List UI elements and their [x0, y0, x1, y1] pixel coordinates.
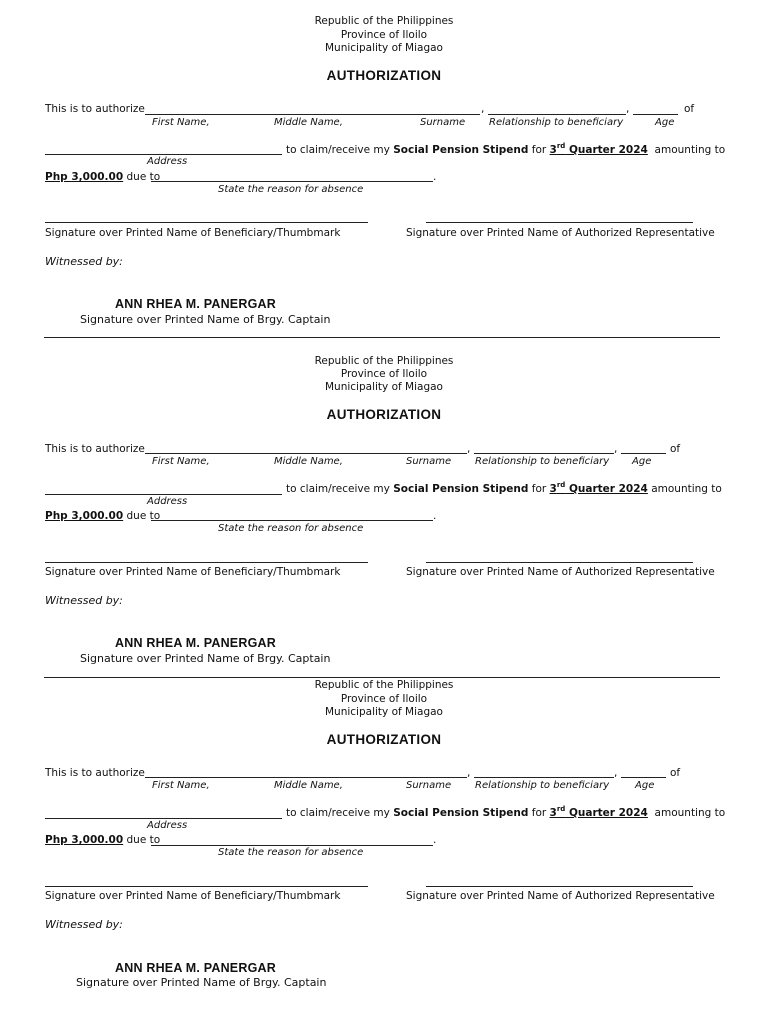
quarter-label: Quarter 2024 — [568, 144, 648, 156]
sig-representative-label: Signature over Printed Name of Authorized Representative — [406, 890, 715, 902]
captain-label: Signature over Printed Name of Brgy. Captain — [76, 976, 327, 989]
witnessed-by: Witnessed by: — [45, 255, 123, 268]
beneficiary-signature-line[interactable] — [45, 562, 368, 563]
quarter-number: 3 — [549, 144, 557, 156]
header-municipality: Municipality of Miagao — [325, 42, 443, 54]
social-pension-text: Social Pension Stipend — [393, 807, 529, 819]
claim-sentence — [286, 805, 726, 819]
of-text: of — [670, 767, 681, 779]
header-republic: Republic of the Philippines — [314, 679, 454, 691]
form-title: AUTHORIZATION — [326, 407, 442, 422]
amount-value: Php 3,000.00 — [45, 510, 124, 522]
header-republic: Republic of the Philippines — [314, 355, 454, 367]
sig-beneficiary-label: Signature over Printed Name of Beneficiary/Thumbmark — [45, 890, 341, 902]
amounting-text: amounting to — [654, 144, 726, 156]
reason-field[interactable] — [151, 520, 433, 521]
address-field[interactable] — [45, 818, 282, 819]
relationship-field[interactable] — [488, 114, 626, 115]
label-first-name: First Name, — [152, 117, 210, 128]
period: . — [433, 834, 437, 846]
reason-field[interactable] — [151, 845, 433, 846]
label-relationship: Relationship to beneficiary — [489, 117, 624, 128]
label-age: Age — [635, 780, 655, 791]
quarter-label: Quarter 2024 — [568, 807, 648, 819]
label-relationship: Relationship to beneficiary — [475, 780, 610, 791]
captain-name: ANN RHEA M. PANERGAR — [115, 297, 276, 311]
comma: , — [614, 443, 618, 455]
of-text: of — [670, 443, 681, 455]
sig-beneficiary-label: Signature over Printed Name of Beneficiary/Thumbmark — [45, 566, 341, 578]
authorize-text: This is to authorize — [45, 103, 145, 115]
claim-sentence — [286, 142, 726, 156]
due-to-text: due to — [126, 834, 161, 846]
due-to-text: due to — [126, 171, 161, 183]
cut-line-2 — [44, 677, 720, 678]
amounting-text: amounting to — [651, 483, 722, 495]
amount-sentence — [45, 172, 160, 183]
label-middle-name: Middle Name, — [274, 780, 343, 791]
label-surname: Surname — [406, 456, 452, 467]
label-first-name: First Name, — [152, 456, 210, 467]
relationship-field[interactable] — [474, 777, 614, 778]
age-field[interactable] — [621, 453, 666, 454]
comma: , — [467, 443, 471, 455]
label-surname: Surname — [406, 780, 452, 791]
name-field[interactable] — [145, 114, 480, 115]
comma: , — [614, 767, 618, 779]
of-text: of — [684, 103, 695, 115]
label-address: Address — [147, 496, 188, 507]
label-middle-name: Middle Name, — [274, 117, 343, 128]
relationship-field[interactable] — [474, 453, 614, 454]
age-field[interactable] — [633, 114, 678, 115]
label-surname: Surname — [420, 117, 466, 128]
quarter-suffix: rd — [556, 805, 566, 813]
label-reason: State the reason for absence — [218, 184, 364, 195]
sig-representative-label: Signature over Printed Name of Authorized Representative — [406, 227, 715, 239]
representative-signature-line[interactable] — [426, 886, 693, 887]
header-municipality: Municipality of Miagao — [325, 706, 443, 718]
comma: , — [467, 767, 471, 779]
claim-sentence — [286, 481, 722, 495]
claim-text: to claim/receive my — [286, 144, 390, 156]
header-republic: Republic of the Philippines — [314, 15, 454, 27]
authorize-text: This is to authorize — [45, 767, 145, 779]
quarter-text — [550, 144, 648, 156]
amount-sentence — [45, 511, 160, 522]
captain-label: Signature over Printed Name of Brgy. Captain — [80, 313, 331, 326]
period: . — [433, 510, 437, 522]
claim-text: to claim/receive my — [286, 807, 390, 819]
form-title: AUTHORIZATION — [326, 732, 442, 747]
label-address: Address — [147, 820, 188, 831]
witnessed-by: Witnessed by: — [45, 918, 123, 931]
for-text: for — [531, 144, 547, 156]
quarter-label: Quarter 2024 — [568, 483, 648, 495]
authorize-text: This is to authorize — [45, 443, 145, 455]
amount-value: Php 3,000.00 — [45, 834, 124, 846]
name-field[interactable] — [145, 777, 467, 778]
label-first-name: First Name, — [152, 780, 210, 791]
quarter-suffix: rd — [556, 142, 566, 150]
address-field[interactable] — [45, 494, 282, 495]
quarter-text — [550, 807, 648, 819]
social-pension-text: Social Pension Stipend — [393, 483, 529, 495]
quarter-suffix: rd — [556, 481, 566, 489]
name-field[interactable] — [145, 453, 467, 454]
cut-line-1 — [44, 337, 720, 338]
comma: , — [481, 103, 485, 115]
beneficiary-signature-line[interactable] — [45, 886, 368, 887]
header-province: Province of Iloilo — [340, 29, 428, 41]
label-middle-name: Middle Name, — [274, 456, 343, 467]
header-municipality: Municipality of Miagao — [325, 381, 443, 393]
for-text: for — [531, 483, 547, 495]
witnessed-by: Witnessed by: — [45, 594, 123, 607]
quarter-text — [550, 483, 648, 495]
amount-value: Php 3,000.00 — [45, 171, 124, 183]
claim-text: to claim/receive my — [286, 483, 390, 495]
header-province: Province of Iloilo — [340, 693, 428, 705]
due-to-text: due to — [126, 510, 161, 522]
sig-beneficiary-label: Signature over Printed Name of Beneficiary/Thumbmark — [45, 227, 341, 239]
quarter-number: 3 — [549, 807, 557, 819]
representative-signature-line[interactable] — [426, 562, 693, 563]
reason-field[interactable] — [151, 181, 433, 182]
header-province: Province of Iloilo — [340, 368, 428, 380]
label-reason: State the reason for absence — [218, 847, 364, 858]
beneficiary-signature-line[interactable] — [45, 222, 368, 223]
period: . — [433, 171, 437, 183]
address-field[interactable] — [45, 154, 282, 155]
label-age: Age — [632, 456, 652, 467]
captain-name: ANN RHEA M. PANERGAR — [115, 961, 276, 975]
quarter-number: 3 — [549, 483, 557, 495]
form-title: AUTHORIZATION — [326, 68, 442, 83]
captain-label: Signature over Printed Name of Brgy. Captain — [80, 652, 331, 665]
sig-representative-label: Signature over Printed Name of Authorized Representative — [406, 566, 715, 578]
for-text: for — [531, 807, 547, 819]
label-reason: State the reason for absence — [218, 523, 364, 534]
age-field[interactable] — [621, 777, 666, 778]
amount-sentence — [45, 835, 160, 846]
representative-signature-line[interactable] — [426, 222, 693, 223]
label-age: Age — [655, 117, 675, 128]
social-pension-text: Social Pension Stipend — [393, 144, 529, 156]
comma: , — [626, 103, 630, 115]
label-relationship: Relationship to beneficiary — [475, 456, 610, 467]
label-address: Address — [147, 156, 188, 167]
amounting-text: amounting to — [654, 807, 726, 819]
captain-name: ANN RHEA M. PANERGAR — [115, 636, 276, 650]
